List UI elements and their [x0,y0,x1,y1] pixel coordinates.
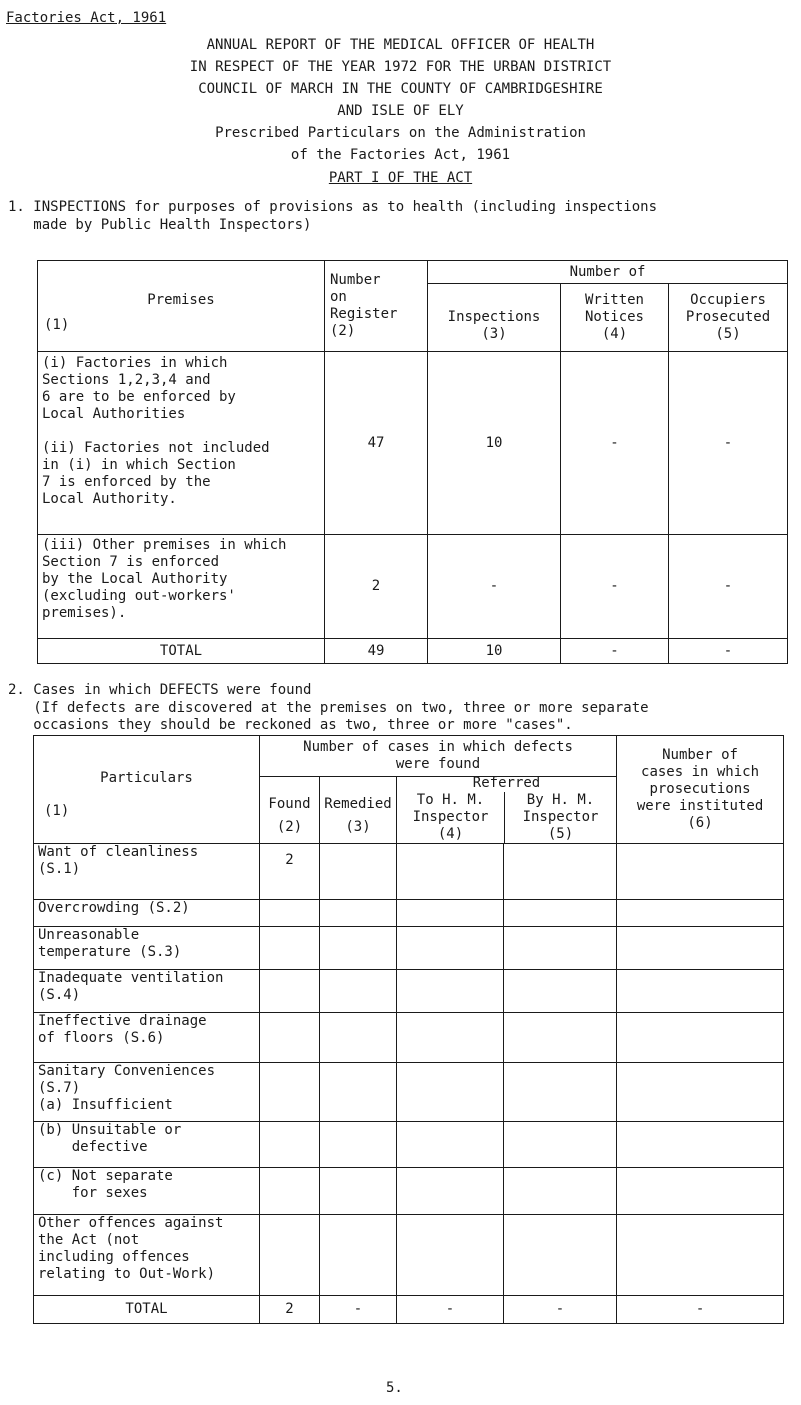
prosecutions-value: - [695,1301,705,1317]
col-occupiers-num: (5) [715,326,741,342]
occupiers-value: - [723,642,733,659]
col-by-hm-num: (5) [547,826,574,842]
remedied-cell [320,900,397,927]
register-value: 2 [371,578,381,594]
total-row [38,639,788,664]
prosecutions-cell [617,970,784,1013]
prosecutions-cell [617,1215,784,1296]
by-hm-cell [504,970,617,1013]
to-hm-cell [397,1013,504,1063]
page-number: 5. [386,1380,403,1396]
notices-cell [561,639,669,664]
remedied-cell [320,1063,397,1122]
col-found-label: Found [268,796,311,812]
found-value: 2 [285,852,294,868]
row-label: (iii) Other premises in which Section 7 is enforced by the Local Authority (excluding out-workers' premises). [42,537,287,621]
col-prosecutions-num: (6) [687,815,713,831]
by-hm-cell [504,927,617,970]
total-label-text: TOTAL [159,642,203,659]
particulars-cell [34,1013,260,1063]
row-label: (c) Not separate for sexes [38,1168,173,1201]
prosecutions-cell [617,1013,784,1063]
table-row [34,970,784,1013]
table-row [34,844,784,900]
col-prosecutions-label: Number of cases in which prosecutions were instituted [636,747,764,814]
table-row [38,535,788,639]
row-label: Other offences against the Act (not including offences relating to Out-Work) [38,1215,224,1282]
col-register-num: (2) [330,323,356,339]
row-label: Ineffective drainage of floors (S.6) [38,1013,207,1046]
col-occupiers [669,284,788,352]
inspections-value: 10 [485,434,503,451]
particulars-cell [34,1063,260,1122]
col-notices-label: Written Notices [584,292,644,325]
found-cell [260,970,320,1013]
section1-heading-cont: made by Public Health Inspectors) [8,217,312,233]
particulars-cell [34,900,260,927]
table-row [34,1122,784,1168]
occupiers-value: - [723,434,733,451]
particulars-cell [34,970,260,1013]
remedied-cell [320,1168,397,1215]
by-hm-cell [504,1296,617,1324]
remedied-cell [320,1296,397,1324]
col-occupiers-label: Occupiers Prosecuted [685,292,771,325]
col-found-num: (2) [276,819,303,835]
particulars-cell [34,927,260,970]
table-row [34,1063,784,1122]
col-to-hm-num: (4) [437,826,464,842]
col-by-hm [505,792,616,843]
table-row [34,1215,784,1296]
inspections-value: - [489,578,499,594]
prosecutions-cell [617,900,784,927]
act-title: Factories Act, 1961 [6,10,167,26]
premises-label [38,352,325,535]
inspections-table [37,260,788,664]
found-cell [260,1122,320,1168]
referred-subcolumns [397,792,616,843]
to-hm-value: - [445,1301,455,1317]
col-number-of [428,261,788,284]
to-hm-cell [397,970,504,1013]
col-remedied-label: Remedied [324,796,392,812]
col-particulars-label: Particulars [100,769,193,786]
register-value: 49 [367,642,385,659]
found-cell [260,1013,320,1063]
notices-cell [561,352,669,535]
row-label: Inadequate ventilation (S.4) [38,970,224,1003]
col-inspections-num: (3) [481,325,507,342]
occupiers-cell [669,352,788,535]
remedied-cell [320,1013,397,1063]
defects-table [33,735,784,1324]
prosecutions-cell [617,1122,784,1168]
part-heading-text: PART I OF THE ACT [328,170,473,186]
referred-label: Referred [472,775,541,791]
inspections-cell [428,639,561,664]
prosecutions-cell [617,1063,784,1122]
found-cell [260,900,320,927]
col-prosecutions [617,736,784,844]
col-particulars-num: (1) [44,802,70,819]
col-found [260,777,320,844]
occupiers-value: - [723,578,733,594]
particulars-cell [34,1215,260,1296]
remedied-cell [320,970,397,1013]
by-hm-cell [504,1215,617,1296]
occupiers-cell [669,639,788,664]
table-row [38,352,788,535]
premises-label [38,535,325,639]
inspections-value: 10 [485,642,503,659]
to-hm-cell [397,1063,504,1122]
by-hm-cell [504,1122,617,1168]
to-hm-cell [397,1215,504,1296]
col-remedied [320,777,397,844]
inspections-cell [428,352,561,535]
col-notices [561,284,669,352]
report-line: AND ISLE OF ELY [337,103,464,119]
remedied-cell [320,844,397,900]
prosecutions-cell [617,1168,784,1215]
found-cell [260,1063,320,1122]
table-row [34,1168,784,1215]
by-hm-cell [504,844,617,900]
col-remedied-num: (3) [345,819,371,835]
particulars-cell [34,1122,260,1168]
report-line: Prescribed Particulars on the Administration [215,125,586,141]
register-cell [325,639,428,664]
by-hm-cell [504,1168,617,1215]
particulars-cell [34,844,260,900]
row-label: Overcrowding (S.2) [38,900,190,916]
occupiers-cell [669,535,788,639]
number-of-label: Number of [569,263,646,280]
col-particulars [34,736,260,844]
to-hm-cell [397,900,504,927]
row-label: (b) Unsuitable or defective [38,1122,182,1155]
col-to-hm-label: To H. M. Inspector [412,792,489,825]
report-line: IN RESPECT OF THE YEAR 1972 FOR THE URBAN DISTRICT [189,59,612,75]
found-cell [260,1168,320,1215]
table-row [34,900,784,927]
to-hm-cell [397,927,504,970]
col-inspections-label: Inspections [447,308,541,325]
report-line: of the Factories Act, 1961 [290,147,511,163]
col-register-label: Number on Register [330,272,398,322]
section2-heading-note-cont: occasions they should be reckoned as two, three or more "cases". [8,717,573,733]
to-hm-cell [397,1122,504,1168]
notices-value: - [610,642,619,659]
col-premises [38,261,325,352]
col-to-hm [397,792,505,843]
total-row [34,1296,784,1324]
col-inspections [428,284,561,352]
total-label [34,1296,260,1324]
total-label-text: TOTAL [125,1301,168,1317]
col-notices-num: (4) [601,326,628,342]
found-cell [260,1296,320,1324]
register-cell [325,535,428,639]
part-heading [0,170,801,187]
prosecutions-cell [617,1296,784,1324]
number-of-cases-label: Number of cases in which defects were found [303,739,573,772]
inspections-cell [428,535,561,639]
by-hm-cell [504,900,617,927]
to-hm-cell [397,844,504,900]
col-number-of-cases [260,736,617,777]
remedied-cell [320,927,397,970]
col-premises-label: Premises [147,292,215,308]
prosecutions-cell [617,844,784,900]
to-hm-cell [397,1296,504,1324]
register-value: 47 [367,434,385,451]
found-value: 2 [285,1301,294,1317]
col-premises-num: (1) [44,317,70,333]
to-hm-cell [397,1168,504,1215]
section2-heading-note: (If defects are discovered at the premises on two, three or more separate [8,700,649,716]
by-hm-value: - [555,1301,565,1317]
register-cell [325,352,428,535]
notices-value: - [610,434,619,451]
found-cell [260,1215,320,1296]
notices-cell [561,535,669,639]
prosecutions-cell [617,927,784,970]
report-line: COUNCIL OF MARCH IN THE COUNTY OF CAMBRIDGESHIRE [198,81,603,97]
found-cell [260,927,320,970]
by-hm-cell [504,1013,617,1063]
col-register [325,261,428,352]
col-by-hm-label: By H. M. Inspector [522,792,599,825]
row-label: Unreasonable temperature (S.3) [38,927,182,960]
remedied-cell [320,1215,397,1296]
found-cell [260,844,320,900]
col-referred [397,777,617,844]
report-line: ANNUAL REPORT OF THE MEDICAL OFFICER OF HEALTH [206,37,595,53]
remedied-value: - [353,1301,363,1317]
row-label: Want of cleanliness (S.1) [38,844,199,877]
by-hm-cell [504,1063,617,1122]
total-label [38,639,325,664]
section1-heading: 1. INSPECTIONS for purposes of provisions as to health (including inspections [8,199,658,215]
notices-value: - [610,578,619,594]
table-row [34,927,784,970]
row-label: Sanitary Conveniences (S.7) (a) Insufficient [38,1063,216,1113]
remedied-cell [320,1122,397,1168]
row-label: (i) Factories in which Sections 1,2,3,4 and 6 are to be enforced by Local Authorities (ii) Factories not included in (i) in which Section 7 is enforced by the Local Authority. [42,355,270,507]
table-row [34,1013,784,1063]
section2-heading: 2. Cases in which DEFECTS were found [8,682,312,698]
particulars-cell [34,1168,260,1215]
